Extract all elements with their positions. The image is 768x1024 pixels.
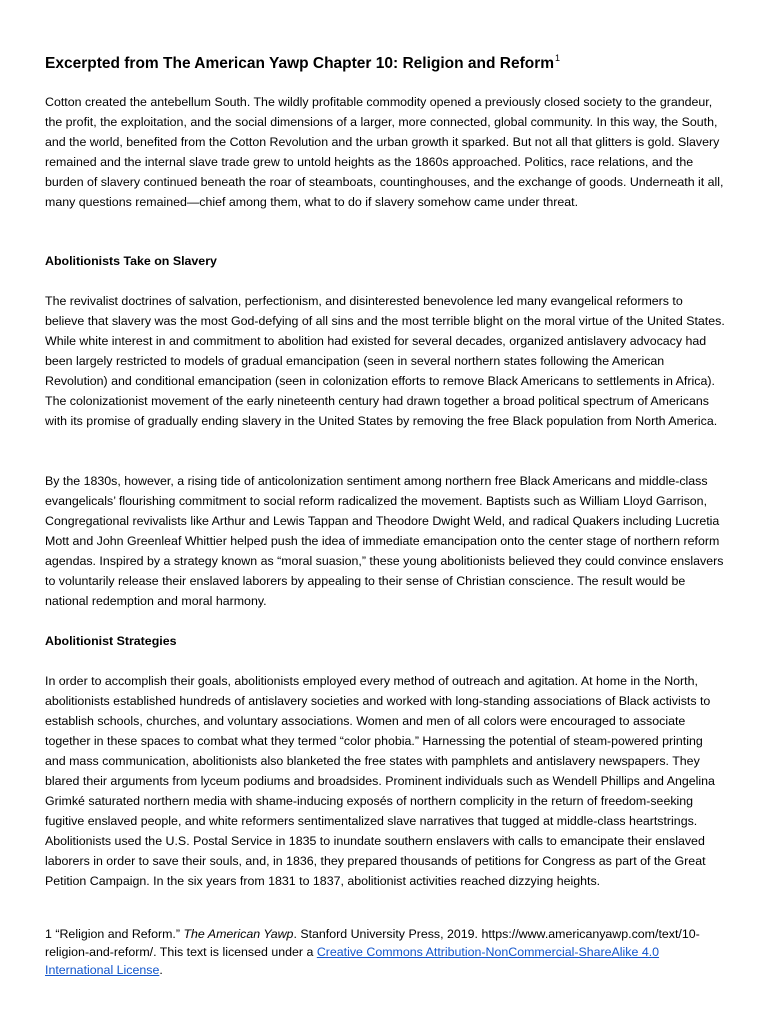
section-heading-abolitionists-take-on-slavery: Abolitionists Take on Slavery	[45, 254, 217, 268]
footnote-work-title: The American Yawp	[183, 927, 294, 941]
section-heading-abolitionist-strategies: Abolitionist Strategies	[45, 634, 177, 648]
footnote-url: https://www.americanyawp.com/text/10-religion-and-reform/	[45, 927, 700, 959]
intro-paragraph: Cotton created the antebellum South. The wildly profitable commodity opened a previously closed society to the grandeur, the profit, the exploitation, and the social dimensions of a larger, more connected, global community. In this way, the South, and the world, benefited from the Cotton Revolution and the urban growth it sparked. But not all that glitters is gold. Slavery remained and the internal slave trade grew to untold heights as the 1860s approached. Politics, race relations, and the burden of slavery continued beneath the roar of steamboats, countinghouses, and the exchange of goods. Underneath it all, many questions remained—chief among them, what to do if slavery somehow came under threat.	[45, 95, 724, 209]
footnote-license-prefix: . This text is licensed under a	[153, 945, 317, 959]
body-paragraph-strategies: In order to accomplish their goals, abolitionists employed every method of outreach and agitation. At home in the North, abolitionists established hundreds of antislavery societies and worked with long-standing associations of Black activists to establish schools, churches, and voluntary associations. Women and men of all colors were encouraged to associate together in these spaces to combat what they termed “color phobia.” Harnessing the potential of steam-powered printing and mass communication, abolitionists also blanketed the free states with pamphlets and antislavery newspapers. They blared their arguments from lyceum podiums and broadsides. Prominent individuals such as Wendell Phillips and Angelina Grimké saturated northern media with shame-inducing exposés of northern complicity in the return of freedom-seeking fugitive enslaved people, and white reformers sentimentalized slave narratives that tugged at middle-class heartstrings. Abolitionists used the U.S. Postal Service in 1835 to inundate southern enslavers with calls to emancipate their enslaved laborers in order to save their souls, and, in 1836, they prepared thousands of petitions for Congress as part of the Great Petition Campaign. In the six years from 1831 to 1837, abolitionist activities reached dizzying heights.	[45, 674, 715, 888]
document-title-text: Excerpted from The American Yawp Chapter 10: Religion and Reform	[45, 55, 555, 72]
body-paragraph-revivalist: The revivalist doctrines of salvation, perfectionism, and disinterested benevolence led many evangelical reformers to believe that slavery was the most God-defying of all sins and the most terrible blight on the moral virtue of the United States. While white interest in and commitment to abolition had existed for several decades, organized antislavery advocacy had been largely restricted to models of gradual emancipation (seen in several northern states following the American Revolution) and conditional emancipation (seen in colonization efforts to remove Black Americans to settlements in Africa). The colonizationist movement of the early nineteenth century had drawn together a broad political spectrum of Americans with its promise of gradually ending slavery in the United States by removing the free Black population from North America.	[45, 294, 725, 428]
body-paragraph-1830s: By the 1830s, however, a rising tide of anticolonization sentiment among northern free Black Americans and middle-class evangelicals’ flourishing commitment to social reform radicalized the movement. Baptists such as William Lloyd Garrison, Congregational revivalists like Arthur and Lewis Tappan and Theodore Dwight Weld, and radical Quakers including Lucretia Mott and John Greenleaf Whittier helped push the idea of immediate emancipation onto the center stage of northern reform agendas. Inspired by a strategy known as “moral suasion,” these young abolitionists believed they could convince enslavers to voluntarily release their enslaved laborers by appealing to their sense of Christian conscience. The result would be national redemption and moral harmony.	[45, 474, 724, 608]
document-title	[45, 48, 735, 74]
footnote-number: 1	[45, 927, 52, 941]
footnote-license-suffix: .	[159, 963, 163, 977]
license-link[interactable]: Creative Commons Attribution-NonCommercial-ShareAlike 4.0 International License	[45, 945, 660, 977]
title-footnote-marker[interactable]: 1	[555, 53, 561, 63]
footnote-quote: “Religion and Reform.”	[55, 927, 181, 941]
footnote-publisher: . Stanford University Press, 2019.	[293, 927, 479, 941]
footnote	[45, 925, 725, 979]
